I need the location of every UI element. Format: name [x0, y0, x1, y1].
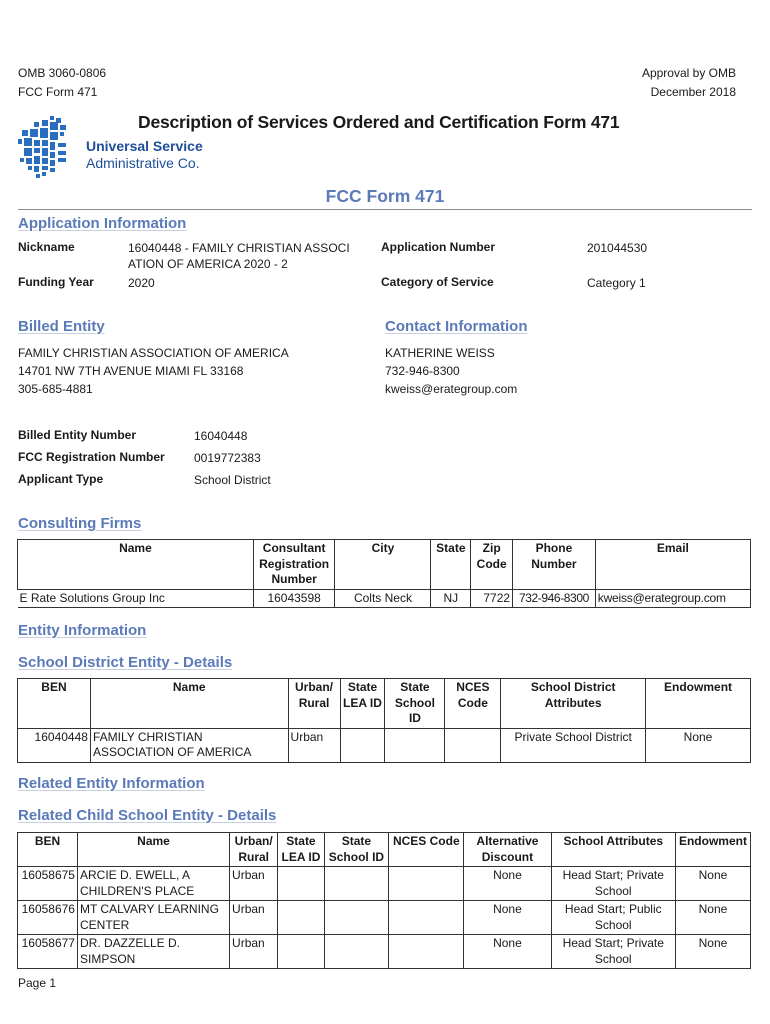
table-row — [18, 867, 751, 901]
table-cell: 16058676 — [18, 901, 78, 935]
header-left — [18, 64, 106, 102]
table-cell: None — [464, 901, 551, 935]
fcc-registration-label: FCC Registration Number — [18, 450, 165, 464]
application-number-value: 201044530 — [587, 241, 648, 255]
column-header: State LEA ID — [278, 833, 324, 867]
table-cell: Colts Neck — [335, 589, 431, 608]
contact-email[interactable]: kweiss@erategroup.com — [385, 382, 518, 396]
contact-block — [385, 344, 517, 398]
column-header: NCES Code — [445, 679, 501, 729]
table-cell — [389, 935, 464, 969]
table-cell: Urban — [230, 901, 278, 935]
table-cell — [385, 728, 445, 762]
billed-entity-address: 14701 NW 7TH AVENUE MIAMI FL 33168 — [18, 364, 244, 378]
table-cell — [324, 935, 389, 969]
contact-phone: 732-946-8300 — [385, 364, 460, 378]
table-cell: E Rate Solutions Group Inc — [18, 589, 254, 608]
nickname-label: Nickname — [18, 240, 75, 254]
column-header: School District Attributes — [501, 679, 646, 729]
table-cell: 16043598 — [253, 589, 335, 608]
page-number: Page 1 — [18, 976, 57, 990]
table-cell: 732-946-8300 — [513, 589, 596, 608]
column-header: Urban/ Rural — [288, 679, 340, 729]
form-short-name: FCC Form 471 — [18, 85, 98, 99]
title-divider — [18, 209, 752, 210]
column-header: State — [431, 540, 471, 590]
logo-line-2: Administrative Co. — [86, 155, 200, 171]
table-cell: Head Start; Public School — [551, 901, 675, 935]
table-cell: NJ — [431, 589, 471, 608]
table-cell: None — [675, 901, 750, 935]
approval-text: Approval by OMB — [641, 66, 736, 80]
table-cell: None — [675, 867, 750, 901]
table-header-row — [18, 540, 751, 590]
table-cell — [324, 901, 389, 935]
funding-year-label: Funding Year — [18, 275, 94, 289]
school-district-table — [17, 678, 751, 763]
table-cell: None — [646, 728, 751, 762]
column-header: Alternative Discount — [464, 833, 551, 867]
table-cell: MT CALVARY LEARNING CENTER — [77, 901, 229, 935]
column-header: Name — [77, 833, 229, 867]
column-header: Consultant Registration Number — [253, 540, 335, 590]
column-header: BEN — [18, 679, 91, 729]
table-row — [18, 728, 751, 762]
billed-entity-heading: Billed Entity — [18, 318, 105, 335]
table-cell: ARCIE D. EWELL, A CHILDREN'S PLACE — [77, 867, 229, 901]
table-cell: Head Start; Private School — [551, 867, 675, 901]
column-header: Endowment — [646, 679, 751, 729]
contact-name: KATHERINE WEISS — [385, 346, 495, 360]
consulting-firms-table — [17, 539, 751, 608]
table-cell — [389, 901, 464, 935]
table-cell: Private School District — [501, 728, 646, 762]
column-header: BEN — [18, 833, 78, 867]
billed-entity-phone: 305-685-4881 — [18, 382, 93, 396]
entity-info-heading: Entity Information — [18, 622, 147, 639]
table-cell: 7722 — [471, 589, 513, 608]
table-cell: FAMILY CHRISTIAN ASSOCIATION OF AMERICA — [90, 728, 288, 762]
column-header: NCES Code — [389, 833, 464, 867]
form-title: FCC Form 471 — [325, 186, 445, 206]
table-header-row — [18, 679, 751, 729]
school-district-heading: School District Entity - Details — [18, 654, 233, 671]
billed-entity-block — [18, 344, 289, 398]
applicant-type-value: School District — [194, 473, 271, 487]
table-row — [18, 935, 751, 969]
consulting-firms-heading: Consulting Firms — [18, 515, 142, 532]
column-header: Name — [18, 540, 254, 590]
table-cell — [324, 867, 389, 901]
column-header: Name — [90, 679, 288, 729]
child-schools-table — [17, 832, 751, 969]
application-info-heading: Application Information — [18, 215, 187, 232]
table-cell — [278, 867, 324, 901]
category-value: Category 1 — [587, 276, 646, 290]
column-header: Phone Number — [513, 540, 596, 590]
related-child-school-heading: Related Child School Entity - Details — [18, 807, 277, 824]
usac-logo-icon — [16, 116, 82, 184]
omb-number: OMB 3060-0806 — [18, 66, 107, 80]
table-row — [18, 901, 751, 935]
table-cell — [389, 867, 464, 901]
column-header: State School ID — [385, 679, 445, 729]
funding-year-value: 2020 — [128, 276, 155, 290]
category-label: Category of Service — [381, 275, 494, 289]
column-header: State School ID — [324, 833, 389, 867]
table-cell — [340, 728, 385, 762]
nickname-value: 16040448 - FAMILY CHRISTIAN ASSOCI ATION OF AMERICA 2020 - 2 — [128, 241, 350, 271]
column-header: Endowment — [675, 833, 750, 867]
approval-date: December 2018 — [650, 85, 736, 99]
table-cell — [445, 728, 501, 762]
table-cell: Urban — [230, 867, 278, 901]
table-cell — [278, 935, 324, 969]
application-number-label: Application Number — [381, 240, 496, 254]
logo-text — [86, 138, 203, 172]
column-header: Email — [595, 540, 750, 590]
column-header: Zip Code — [471, 540, 513, 590]
logo-line-1: Universal Service — [86, 138, 203, 154]
column-header: Urban/ Rural — [230, 833, 278, 867]
table-cell[interactable]: kweiss@erategroup.com — [595, 589, 750, 608]
table-header-row — [18, 833, 751, 867]
table-cell: Head Start; Private School — [551, 935, 675, 969]
table-cell: None — [675, 935, 750, 969]
column-header: State LEA ID — [340, 679, 385, 729]
table-row — [18, 589, 751, 608]
fcc-registration-value: 0019772383 — [194, 451, 261, 465]
table-cell: None — [464, 867, 551, 901]
billed-entity-number-value: 16040448 — [194, 429, 248, 443]
table-cell: Urban — [230, 935, 278, 969]
table-cell: 16040448 — [18, 728, 91, 762]
table-cell: 16058675 — [18, 867, 78, 901]
table-cell: None — [464, 935, 551, 969]
billed-entity-number-label: Billed Entity Number — [18, 428, 137, 442]
applicant-type-label: Applicant Type — [18, 472, 104, 486]
related-entity-heading: Related Entity Information — [18, 775, 205, 792]
column-header: School Attributes — [551, 833, 675, 867]
table-cell — [278, 901, 324, 935]
header-right — [642, 64, 736, 102]
document-title: Description of Services Ordered and Certification Form 471 — [138, 112, 620, 132]
table-cell: Urban — [288, 728, 340, 762]
table-cell: DR. DAZZELLE D. SIMPSON — [77, 935, 229, 969]
billed-entity-name: FAMILY CHRISTIAN ASSOCIATION OF AMERICA — [18, 346, 289, 360]
table-cell: 16058677 — [18, 935, 78, 969]
column-header: City — [335, 540, 431, 590]
contact-info-heading: Contact Information — [385, 318, 528, 335]
